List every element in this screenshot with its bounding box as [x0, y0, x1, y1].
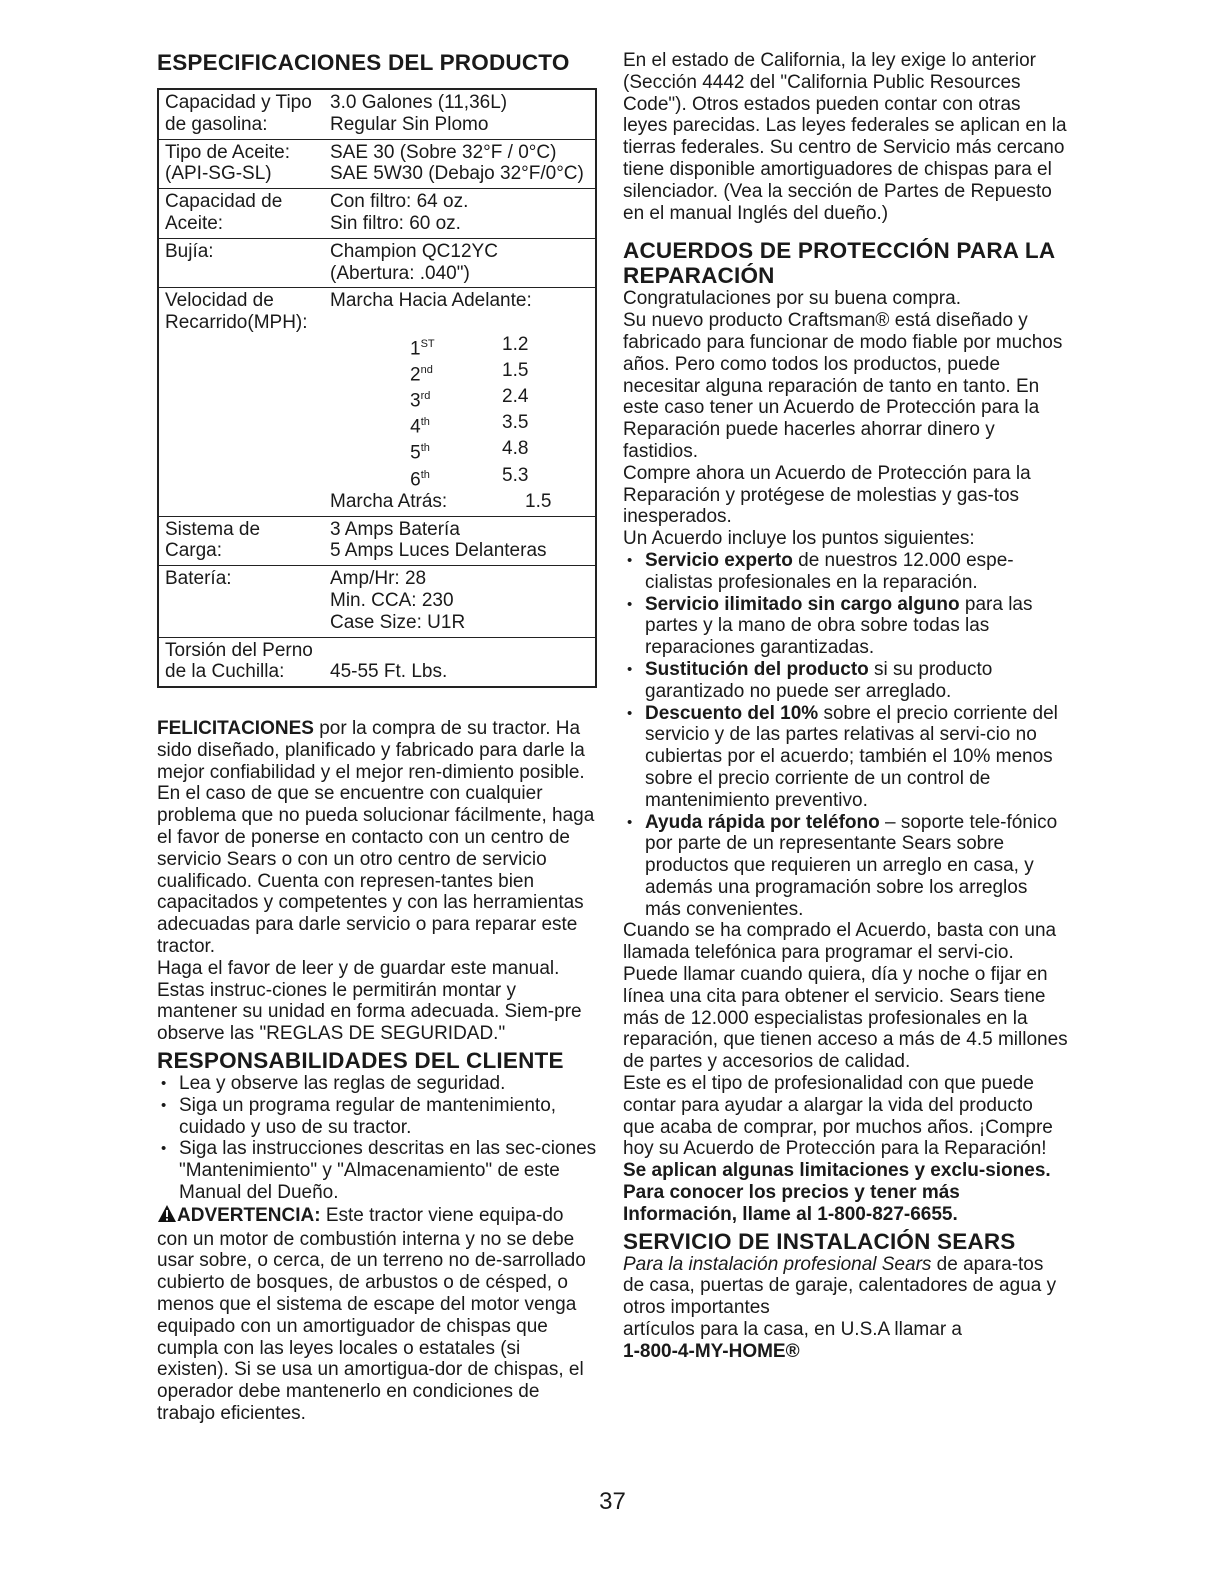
spec-label: Bujía: — [165, 240, 214, 262]
list-item — [623, 812, 1068, 921]
gear-speed: 2.4 — [502, 386, 529, 408]
spec-value: 3.0 Galones (11,36L) Regular Sin Plomo — [330, 92, 508, 135]
felicitaciones-text: por la compra de su tractor. Ha sido diseñado, planificado y fabricado para darle la mejor confiabilidad y el mejor ren-dimiento posible. — [157, 718, 585, 783]
spec-value: Con filtro: 64 oz. Sin filtro: 60 oz. — [330, 191, 469, 234]
reverse-label: Marcha Atrás: — [330, 490, 448, 512]
install-italic: Para la instalación profesional Sears — [623, 1253, 932, 1275]
install-phone: 1-800-4-MY-HOME® — [623, 1340, 800, 1362]
felicitaciones-paragraph — [157, 718, 597, 783]
spec-value: Champion QC12YC (Abertura: .040") — [330, 240, 498, 284]
speed-row — [159, 288, 595, 516]
gear-row — [165, 360, 589, 386]
list-item: • Lea y observe las reglas de seguridad. — [157, 1073, 597, 1095]
spec-row — [159, 239, 595, 289]
spec-label: Capacidad de Aceite: — [165, 191, 283, 234]
gear-ordinal: 4th — [410, 416, 430, 438]
spec-row — [159, 140, 595, 190]
gear-row — [165, 386, 589, 412]
spec-label: Capacidad y Tipo de gasolina: — [165, 92, 312, 135]
gear-ordinal: 5th — [410, 442, 430, 464]
speed-label: Velocidad de Recarrido(MPH): — [165, 290, 308, 334]
spec-row — [159, 189, 595, 239]
page-number: 37 — [599, 1488, 626, 1515]
gear-ordinal: 2nd — [410, 364, 433, 386]
item-text: para las partes y la mano de obra sobre todas las reparaciones garantizadas. — [645, 593, 1033, 659]
spec-value: 3 Amps Batería 5 Amps Luces Delanteras — [330, 518, 547, 562]
warning-bold: ADVERTENCIA: — [177, 1204, 321, 1226]
responsibilities-title: RESPONSABILIDADES DEL CLIENTE — [157, 1048, 564, 1074]
item-text: sobre el precio corriente del servicio y de las partes relativas al servi-cio no cubiertas por el acuerdo; también el 10% menos sobre el precio corriente de un control de mantenimiento preventivo. — [645, 702, 1058, 811]
spec-value: 45-55 Ft. Lbs. — [330, 661, 448, 683]
california-paragraph: En el estado de California, la ley exige lo anterior (Sección 4442 del "California Public Resources Code"). Otros estados pueden contar con otras leyes parecidas. Las leyes federales se aplican en la tierras federales. Su centro de Servicio más cercano tiene disponible amortiguadores de chispas para el silenciador. (Vea la sección de Partes de Repuesto en el manual Inglés del dueño.) — [623, 50, 1067, 224]
gear-row — [165, 412, 589, 438]
item-bold: Servicio ilimitado sin cargo alguno — [645, 593, 960, 615]
list-item — [623, 703, 1068, 812]
spec-label: Tipo de Aceite: (API-SG-SL) — [165, 141, 290, 185]
gear-ordinal: 1ST — [410, 337, 435, 360]
acuerdos-paragraph: Un Acuerdo incluye los puntos siguientes: — [623, 528, 975, 550]
item-text: si su producto garantizado no puede ser arreglado. — [645, 658, 993, 702]
acuerdos-intro: Congratulaciones por su buena compra. — [623, 288, 961, 310]
gear-speed: 4.8 — [502, 438, 529, 460]
cuando-paragraph: Cuando se ha comprado el Acuerdo, basta con una llamada telefónica para programar el servi-cio. Puede llamar cuando quiera, día y noche o fijar en línea una cita para obtener el servicio. Sears tiene más de 12.000 especialistas profesionales en la reparación, que tienen acceso a más de 4.5 millones de partes y accesorios de calidad. — [623, 920, 1068, 1073]
spec-title: ESPECIFICACIONES DEL PRODUCTO — [157, 50, 570, 75]
spec-label: Torsión del Perno de la Cuchilla: — [165, 639, 313, 683]
item-text: de nuestros 12.000 espe-cialistas profesionales en la reparación. — [645, 549, 1014, 593]
gear-list — [165, 334, 589, 491]
spec-table — [157, 88, 597, 688]
spec-label: Batería: — [165, 568, 232, 590]
spec-row — [159, 517, 595, 567]
item-bold: Ayuda rápida por teléfono — [645, 811, 880, 833]
list-item: • Siga un programa regular de mantenimiento, cuidado y uso de su tractor. — [157, 1095, 597, 1139]
list-item — [623, 659, 1068, 703]
warning-triangle-icon — [157, 1204, 177, 1229]
paragraph-service: En el caso de que se encuentre con cualquier problema que no pueda solucionar fácilmente, haga el favor de ponerse en contacto con un centro de servicio Sears o con un otro centro de servicio cualificado. Cuenta con represen-tantes bien capacitados y competentes y con las herramientas adecuadas para darle servicio o para reparar este tractor. — [157, 783, 595, 958]
install-text: de apara-tos de casa, puertas de garaje, calentadores de agua y otros importantes — [623, 1253, 1057, 1319]
acuerdo-items — [623, 550, 1068, 921]
gear-speed: 1.2 — [502, 333, 529, 355]
speed-heading: Marcha Hacia Adelante: — [330, 290, 532, 312]
item-text: – soporte tele-fónico por parte de un representante Sears sobre productos que requieren un arreglo en casa, y además una programación sobre los arreglos más convenientes. — [645, 811, 1058, 920]
felicitaciones-bold: FELICITACIONES — [157, 718, 314, 740]
limitations-note: Se aplican algunas limitaciones y exclu-siones. Para conocer los precios y tener más Información, llame al 1-800-827-6655. — [623, 1160, 1051, 1225]
gear-row — [165, 334, 589, 360]
item-bold: Sustitución del producto — [645, 658, 869, 680]
spec-label: Sistema de Carga: — [165, 518, 261, 562]
gear-speed: 3.5 — [502, 412, 529, 434]
este-paragraph: Este es el tipo de profesionalidad con que puede contar para ayudar a alargar la vida del producto que acaba de comprar, por muchos años. ¡Compre hoy su Acuerdo de Protección para la Reparación! — [623, 1073, 1053, 1160]
item-bold: Descuento del 10% — [645, 702, 819, 724]
acuerdos-paragraph: Su nuevo producto Craftsman® está diseñado y fabricado para funcionar de modo fiable por muchos años. Pero como todos los productos, puede necesitar alguna reparación de tanto en tanto. En este caso tener un Acuerdo de Protección para la Reparación puede hacerles ahorrar dinero y fastidios. — [623, 310, 1063, 462]
gear-row — [165, 438, 589, 464]
spec-row — [159, 90, 595, 140]
spec-row — [159, 638, 595, 687]
spec-value: SAE 30 (Sobre 32°F / 0°C) SAE 5W30 (Debajo 32°F/0°C) — [330, 141, 584, 185]
list-item — [623, 550, 1068, 594]
warning-text: Este tractor viene equipa-do con un motor de combustión interna y no se debe usar sobre, o cerca, de un terreno no de-sarrollado cubierto de bosques, de arbustos o de césped, o menos que el sistema de escape del motor venga equipado con un amortiguador de chispas que cumpla con las leyes locales o estatales (si existen). Si se usa un amortigua-dor de chispas, el operador debe mantenerlo en condiciones de trabajo eficientes. — [157, 1204, 586, 1424]
gear-ordinal: 6th — [410, 468, 430, 490]
gear-ordinal: 3rd — [410, 390, 431, 412]
install-title: SERVICIO DE INSTALACIÓN SEARS — [623, 1228, 1016, 1254]
left-column — [157, 50, 597, 1425]
paragraph-manual: Haga el favor de leer y de guardar este manual. Estas instruc-ciones le permitirán montar y mantener su unidad en forma adecuada. Siem-pre observe las "REGLAS DE SEGURIDAD." — [157, 957, 582, 1045]
right-column — [623, 50, 1068, 1363]
acuerdos-paragraph: Compre ahora un Acuerdo de Protección para la Reparación y protégese de molestias y gas-tos inesperados. — [623, 462, 1031, 528]
install-paragraph — [623, 1254, 1068, 1319]
gear-speed: 1.5 — [502, 360, 529, 382]
warning-paragraph — [157, 1204, 597, 1425]
responsibilities-list — [157, 1073, 597, 1204]
install-paragraph-2: artículos para la casa, en U.S.A llamar a — [623, 1319, 962, 1341]
gear-speed: 5.3 — [502, 464, 529, 486]
acuerdos-title: ACUERDOS DE PROTECCIÓN PARA LA REPARACIÓN — [623, 238, 1055, 289]
list-item — [623, 594, 1068, 659]
reverse-value: 1.5 — [525, 490, 552, 512]
list-item: • Siga las instrucciones descritas en las sec-ciones "Mantenimiento" y "Almacenamiento" de este Manual del Dueño. — [157, 1138, 597, 1203]
gear-row — [165, 465, 589, 491]
spec-value: Amp/Hr: 28 Min. CCA: 230 Case Size: U1R — [330, 568, 466, 633]
item-bold: Servicio experto — [645, 549, 793, 571]
spec-row — [159, 566, 595, 637]
